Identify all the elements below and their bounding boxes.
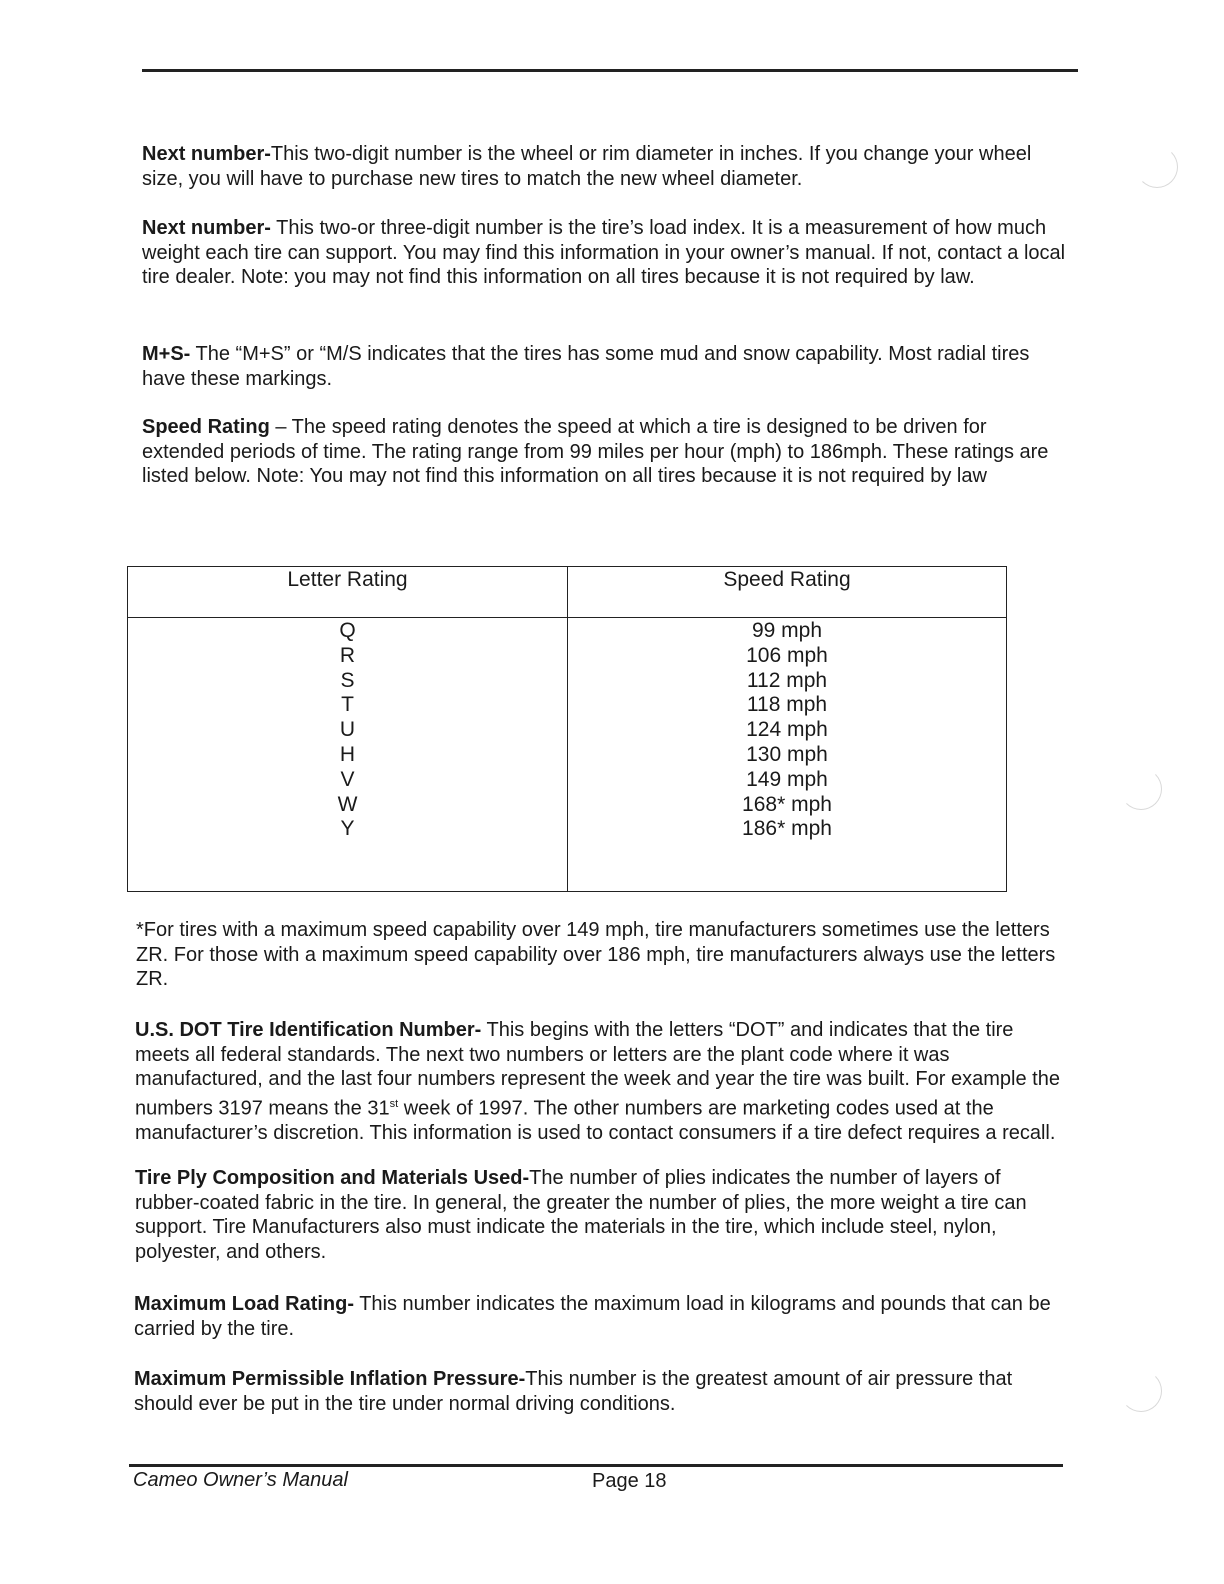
speed-rating-cell: 112 mph — [746, 668, 828, 692]
speed-rating-cell: 168* mph — [742, 792, 832, 816]
paragraph-heading: Tire Ply Composition and Materials Used- — [135, 1167, 530, 1189]
letter-rating-column — [128, 619, 567, 842]
paragraph-max-load — [134, 1292, 1064, 1341]
paragraph-wheel-diameter — [142, 142, 1072, 191]
paragraph-max-inflation — [134, 1367, 1064, 1416]
speed-rating-column — [568, 619, 1006, 842]
paragraph-text: The number of plies indicates the number of layers of rubber-coated fabric in the tire. In general, the greater the number of plies, the more weight a tire can support. Tire Manufacturers also must indicate the materials in the tire, which include steel, nylon, polyester, and others. — [135, 1167, 1027, 1263]
footnote-zr: *For tires with a maximum speed capability over 149 mph, tire manufacturers sometimes use the letters ZR. For those with a maximum speed capability over 186 mph, tire manufacturers always use the letters ZR. — [136, 919, 1056, 990]
paragraph-text: week of 1997. The other numbers are marketing codes used at the manufacturer’s discretion. This information is used to contact consumers if a tire defect requires a recall. — [135, 1097, 1056, 1144]
speed-rating-cell: 124 mph — [746, 718, 828, 742]
speed-rating-table — [127, 566, 1007, 892]
ordinal-suffix: st — [389, 1097, 399, 1110]
paragraph-dot-number — [135, 1018, 1065, 1145]
letter-rating-cell: S — [340, 668, 355, 692]
paragraph-heading: Speed Rating — [142, 416, 270, 438]
punch-hole-mark — [1136, 146, 1178, 188]
speed-rating-cell: 106 mph — [746, 643, 828, 667]
letter-rating-cell: V — [340, 767, 355, 791]
punch-hole-mark — [1120, 1370, 1162, 1412]
paragraph-text: – The speed rating denotes the speed at which a tire is designed to be driven for extended periods of time. The rating range from 99 miles per hour (mph) to 186mph. These ratings are listed below. Note: You may not find this information on all tires because it is not required by law — [142, 416, 1049, 487]
punch-hole-mark — [1120, 768, 1162, 810]
paragraph-load-index — [142, 216, 1072, 290]
paragraph-text: This begins with the letters “DOT” and indicates that the tire meets all federal standards. The next two numbers or letters are the plant code where it was manufactured, and the last four numbers represent the week and year the tire was built. For example the numbers 3197 means the 31 — [135, 1019, 1060, 1120]
letter-rating-cell: H — [339, 742, 356, 766]
letter-rating-cell: Q — [339, 619, 356, 642]
speed-rating-cell: 149 mph — [746, 767, 828, 791]
speed-rating-cell: 130 mph — [746, 742, 828, 766]
paragraph-heading: Next number- — [142, 143, 271, 165]
paragraph-text: This two-or three-digit number is the tire’s load index. It is a measurement of how much weight each tire can support. You may find this information in your owner’s manual. If not, contact a local tire dealer. Note: you may not find this information on all tires because it is not required by law. — [142, 217, 1066, 288]
paragraph-heading: M+S- — [142, 343, 191, 365]
paragraph-text: This number indicates the maximum load in kilograms and pounds that can be carried by the tire. — [134, 1293, 1051, 1340]
paragraph-heading: Next number- — [142, 217, 271, 239]
letter-rating-cell: U — [339, 718, 356, 742]
paragraph-mud-snow — [142, 342, 1072, 391]
table-header-divider — [128, 617, 1006, 618]
header-rule — [142, 69, 1078, 72]
paragraph-heading: U.S. DOT Tire Identification Number- — [135, 1019, 482, 1041]
paragraph-heading: Maximum Load Rating- — [134, 1293, 355, 1315]
letter-rating-cell: R — [339, 643, 356, 667]
table-header-speed-rating: Speed Rating — [723, 568, 851, 591]
paragraph-text: This two-digit number is the wheel or rim diameter in inches. If you change your wheel size, you will have to purchase new tires to match the new wheel diameter. — [142, 143, 1032, 190]
letter-rating-cell: Y — [340, 817, 355, 841]
paragraph-text: This number is the greatest amount of air pressure that should ever be put in the tire under normal driving conditions. — [134, 1368, 1013, 1415]
letter-rating-cell: T — [341, 693, 354, 717]
speed-rating-cell: 186* mph — [742, 817, 832, 841]
table-header-letter-rating: Letter Rating — [287, 568, 408, 591]
paragraph-ply-composition — [135, 1166, 1065, 1264]
speed-rating-cell: 99 mph — [751, 619, 823, 642]
speed-rating-cell: 118 mph — [746, 693, 828, 717]
manual-title: Cameo Owner’s Manual — [133, 1469, 348, 1491]
paragraph-text: The “M+S” or “M/S indicates that the tires has some mud and snow capability. Most radial tires have these markings. — [142, 343, 1030, 390]
paragraph-heading: Maximum Permissible Inflation Pressure- — [134, 1368, 526, 1390]
paragraph-speed-rating — [142, 415, 1072, 489]
letter-rating-cell: W — [337, 792, 358, 816]
page-number: Page 18 — [592, 1470, 667, 1492]
